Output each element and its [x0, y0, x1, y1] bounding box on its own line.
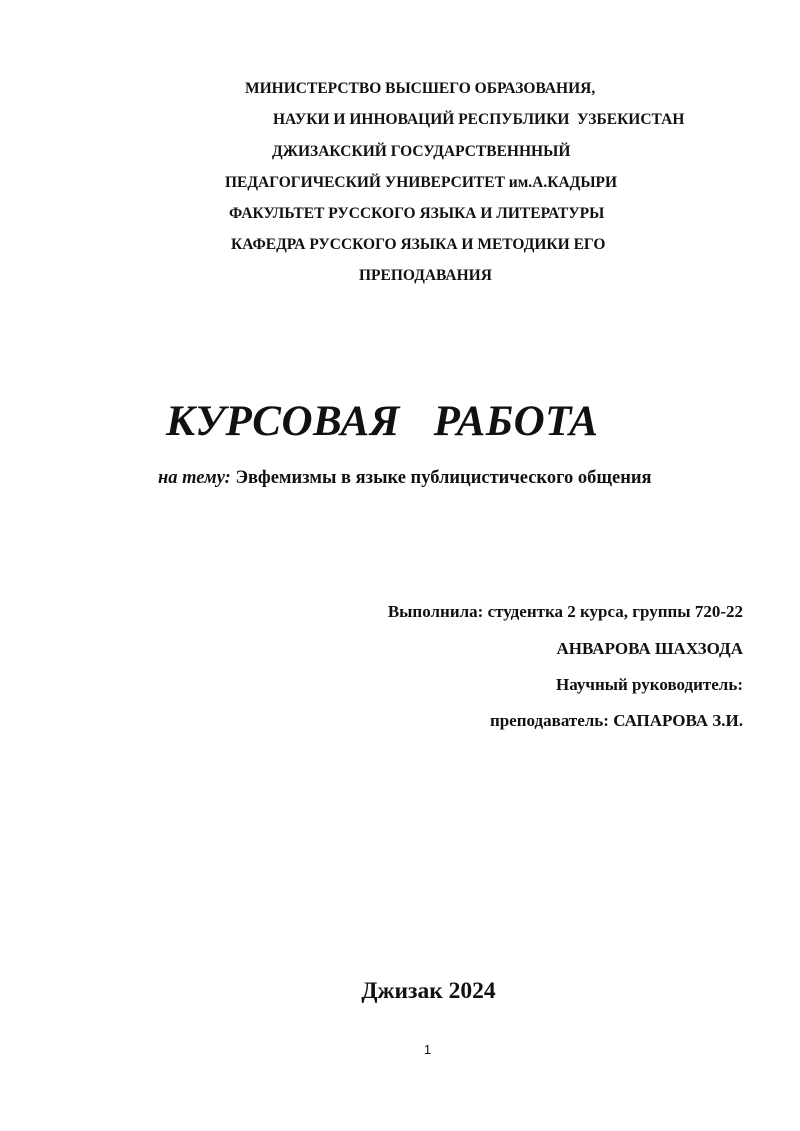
header-line-ministry: МИНИСТЕРСТВО ВЫСШЕГО ОБРАЗОВАНИЯ, — [245, 80, 596, 97]
supervisor-label: Научный руководитель: — [556, 675, 743, 694]
subject-line — [158, 469, 652, 488]
subject-prefix: на тему: — [158, 468, 231, 488]
header-line-department: КАФЕДРА РУССКОГО ЯЗЫКА И МЕТОДИКИ ЕГО — [231, 236, 606, 253]
header-line-ministry-continued: НАУКИ И ИННОВАЦИЙ РЕСПУБЛИКИ УЗБЕКИСТАН — [273, 111, 685, 128]
page-number: 1 — [423, 1042, 432, 1057]
city-year: Джизак 2024 — [361, 978, 496, 1004]
header-line-university-continued: ПЕДАГОГИЧЕСКИЙ УНИВЕРСИТЕТ им.А.КАДЫРИ — [225, 174, 618, 191]
subject-text: Эвфемизмы в языке публицистического общения — [230, 468, 652, 488]
header-line-university: ДЖИЗАКСКИЙ ГОСУДАРСТВЕНННЫЙ — [272, 143, 571, 160]
performed-by-line: Выполнила: студентка 2 курса, группы 720-22 — [387, 602, 743, 621]
header-line-department-continued: ПРЕПОДАВАНИЯ — [359, 267, 492, 284]
supervisor-name: преподаватель: САПАРОВА З.И. — [489, 711, 743, 730]
student-name: АНВАРОВА ШАХЗОДА — [556, 639, 743, 658]
header-line-faculty: ФАКУЛЬТЕТ РУССКОГО ЯЗЫКА И ЛИТЕРАТУРЫ — [229, 205, 605, 222]
document-title: КУРСОВАЯ РАБОТА — [166, 398, 599, 445]
